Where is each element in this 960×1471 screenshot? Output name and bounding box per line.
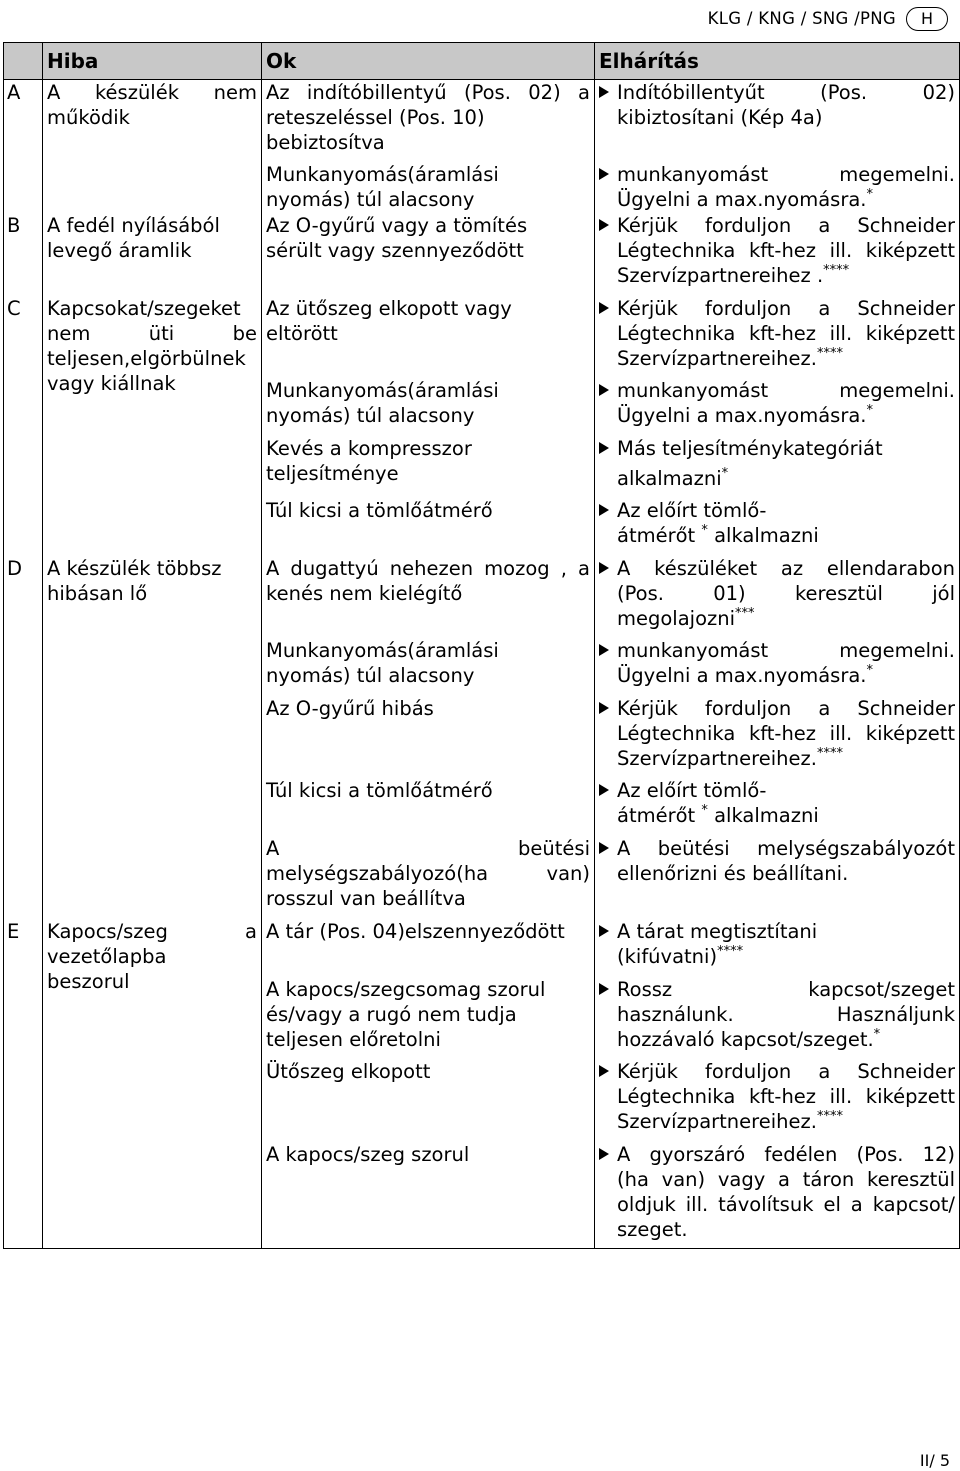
cause-cell [262, 213, 595, 296]
fault-cell: A fedél nyílásából levegő áramlik [43, 213, 262, 296]
table-row-e [4, 919, 960, 1249]
fix-cell [595, 80, 960, 213]
troubleshooting-table [3, 42, 960, 1249]
fix-item: munkanyomást megemelni. Ügyelni a max.nyomásra.* [595, 162, 959, 212]
cause-item: Munkanyomás(áramlási nyomás) túl alacsony [266, 378, 499, 427]
row-letter: C [4, 296, 43, 556]
bullet-triangle-icon [599, 1148, 609, 1160]
cause-item: Az O-gyűrű vagy a tömítés sérült vagy szennyeződött [266, 213, 528, 262]
cause-item: A kapocs/szeg szorul [266, 1142, 470, 1166]
fault-cell: Kapocs/szeg a vezetőlapba beszorul [43, 919, 262, 1249]
table-row-d [4, 556, 960, 919]
fix-item: A készüléket az ellendarabon (Pos. 01) keresztül jól megolajozni*** [595, 556, 959, 638]
cause-cell [262, 556, 595, 919]
cause-item: Az ütőszeg elkopott vagy eltörött [266, 296, 512, 345]
cause-header: Ok [262, 43, 595, 80]
bullet-triangle-icon [599, 504, 609, 516]
fix-item: A beütési melységszabályozót ellenőrizni és beállítani. [595, 836, 959, 886]
fix-item: A gyorszáró fedélen (Pos. 12) (ha van) vagy a táron keresztül oldjuk ill. távolítsuk el a kapcsot/ szeget. [595, 1142, 959, 1242]
cause-item: Az indítóbillentyű (Pos. 02) a reteszeléssel (Pos. 10) bebiztosítva [266, 81, 590, 154]
bullet-triangle-icon [599, 302, 609, 314]
cause-item: A tár (Pos. 04)elszennyeződött [266, 919, 565, 943]
fix-item: munkanyomást megemelni. Ügyelni a max.nyomásra.* [595, 378, 959, 436]
fault-cell: A készülék nem működik [43, 80, 262, 213]
cause-item: Túl kicsi a tömlőátmérő [266, 498, 493, 522]
fix-item: Kérjük forduljon a Schneider Légtechnika kft-hez ill. kiképzett Szervízpartnereihez.**** [595, 1059, 959, 1142]
fix-header: Elhárítás [595, 43, 960, 80]
bullet-triangle-icon [599, 384, 609, 396]
fix-item: Indítóbillentyűt (Pos. 02) kibiztosítani (Kép 4a) [595, 80, 959, 162]
cause-cell [262, 919, 595, 1249]
bullet-triangle-icon [599, 442, 609, 454]
bullet-triangle-icon [599, 702, 609, 714]
bullet-triangle-icon [599, 86, 609, 98]
table-row-b [4, 213, 960, 296]
fix-item: A tárat megtisztítani (kifúvatni)**** [595, 919, 959, 977]
row-letter: D [4, 556, 43, 919]
fault-cell: Kapcsokat/szegeket nem üti be teljesen,elgörbülnek vagy kiállnak [43, 296, 262, 556]
fix-item: Kérjük forduljon a Schneider Légtechnika kft-hez ill. kiképzett Szervízpartnereihez .**** [595, 213, 959, 288]
fault-cell: A készülék többsz hibásan lő [43, 556, 262, 919]
table-row-c [4, 296, 960, 556]
fix-item: Rossz kapcsot/szeget használunk. Használjunk hozzávaló kapcsot/szeget.* [595, 977, 959, 1059]
bullet-triangle-icon [599, 983, 609, 995]
language-badge: H [906, 7, 948, 31]
cause-item: Munkanyomás(áramlási nyomás) túl alacsony [266, 163, 499, 211]
cause-item: A dugattyú nehezen mozog , a kenés nem kielégítő [266, 556, 590, 605]
cause-item: A kapocs/szegcsomag szorul és/vagy a rugó nem tudja teljesen előretolni [266, 977, 546, 1051]
fault-header: Hiba [43, 43, 262, 80]
fix-cell [595, 919, 960, 1249]
cause-cell [262, 80, 595, 213]
model-list: KLG / KNG / SNG /PNG [707, 9, 896, 28]
cause-item: Az O-gyűrű hibás [266, 696, 434, 720]
bullet-triangle-icon [599, 784, 609, 796]
bullet-triangle-icon [599, 168, 609, 180]
row-letter: E [4, 919, 43, 1249]
fix-cell [595, 556, 960, 919]
fix-item: Kérjük forduljon a Schneider Légtechnika kft-hez ill. kiképzett Szervízpartnereihez.**** [595, 296, 959, 378]
fix-item: Az előírt tömlő- átmérőt * alkalmazni [595, 498, 959, 548]
cause-item: Munkanyomás(áramlási nyomás) túl alacsony [266, 638, 499, 687]
bullet-triangle-icon [599, 842, 609, 854]
table-row-a [4, 80, 960, 213]
bullet-triangle-icon [599, 925, 609, 937]
page-number: II/ 5 [919, 1451, 950, 1470]
letter-header [4, 43, 43, 80]
bullet-triangle-icon [599, 562, 609, 574]
cause-item: Kevés a kompresszor teljesítménye [266, 436, 472, 485]
fix-item: Más teljesítménykategóriát alkalmazni* [595, 436, 959, 498]
page-header [708, 6, 948, 31]
bullet-triangle-icon [599, 644, 609, 656]
row-letter: B [4, 213, 43, 296]
cause-item: Túl kicsi a tömlőátmérő [266, 778, 493, 802]
fix-cell [595, 296, 960, 556]
table-header-row [4, 43, 960, 80]
fix-cell [595, 213, 960, 296]
cause-item: A beütési melységszabályozó(ha van) rosszul van beállítva [266, 836, 590, 910]
cause-cell [262, 296, 595, 556]
fix-item: Kérjük forduljon a Schneider Légtechnika kft-hez ill. kiképzett Szervízpartnereihez.**** [595, 696, 959, 778]
cause-item: Ütőszeg elkopott [266, 1059, 431, 1083]
fix-item: munkanyomást megemelni. Ügyelni a max.nyomásra.* [595, 638, 959, 696]
row-letter: A [4, 80, 43, 213]
fix-item: Az előírt tömlő- átmérőt * alkalmazni [595, 778, 959, 836]
bullet-triangle-icon [599, 1065, 609, 1077]
bullet-triangle-icon [599, 219, 609, 231]
